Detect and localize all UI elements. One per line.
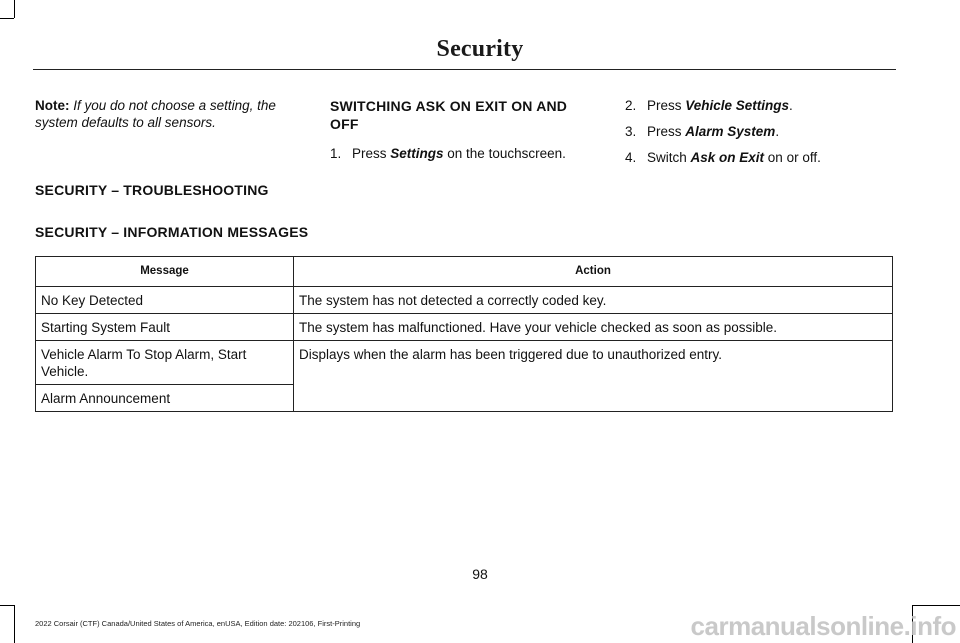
crop-mark-top-left-v [14,0,15,18]
step-number: 2. [625,98,637,113]
table-row [36,287,893,314]
step-text [647,97,793,114]
step-emphasis: Settings [390,146,444,161]
action-cell: The system has not detected a correctly coded key. [294,287,893,314]
page-number: 98 [472,566,488,582]
action-cell: The system has malfunctioned. Have your vehicle checked as soon as possible. [294,314,893,341]
step-text-pre: Press [647,124,686,139]
step-number: 4. [625,150,637,165]
information-messages-table [35,256,893,412]
step-text-pre: Switch [647,150,691,165]
crop-mark-bottom-left-h [0,605,14,606]
step-text [647,123,779,140]
watermark: carmanualsonline.info [690,611,956,641]
step-4 [625,149,895,166]
step-text-post: . [775,124,780,139]
table-header-row [36,257,893,287]
message-cell: Vehicle Alarm To Stop Alarm, Start Vehicle. [36,341,294,385]
step-emphasis: Ask on Exit [690,150,765,165]
step-emphasis: Vehicle Settings [685,98,790,113]
step-text [647,149,821,166]
column-header-message: Message [36,257,294,287]
information-messages-heading: SECURITY – INFORMATION MESSAGES [35,224,309,240]
step-text-post: on the touchscreen. [443,146,566,161]
note-label: Note: [35,98,70,113]
step-1 [330,145,585,162]
table-row [36,314,893,341]
table-row [36,341,893,385]
column-note [35,97,290,131]
column-switching [330,97,585,171]
step-2 [625,97,895,114]
action-cell: Displays when the alarm has been triggered due to unauthorized entry. [294,341,893,412]
message-cell: No Key Detected [36,287,294,314]
header-divider [33,69,896,70]
message-cell: Starting System Fault [36,314,294,341]
crop-mark-bottom-left-v [14,605,15,643]
step-text-post: . [789,98,793,113]
footer-edition-text: 2022 Corsair (CTF) Canada/United States of America, enUSA, Edition date: 202106, First-Printing [35,619,361,628]
step-text-post: on or off. [764,150,821,165]
step-number: 3. [625,124,637,139]
column-steps [625,97,895,175]
step-emphasis: Alarm System [685,124,776,139]
step-text-pre: Press [647,98,686,113]
crop-mark-top-left-h [0,18,14,19]
page-title: Security [436,36,524,62]
column-header-action: Action [294,257,893,287]
message-cell: Alarm Announcement [36,385,294,412]
note-paragraph [35,97,290,131]
step-number: 1. [330,146,342,161]
troubleshooting-heading: SECURITY – TROUBLESHOOTING [35,182,269,198]
note-text: If you do not choose a setting, the system defaults to all sensors. [35,98,276,130]
step-text-pre: Press [352,146,391,161]
step-text [352,145,566,162]
crop-mark-bottom-right-h [912,605,960,606]
step-3 [625,123,895,140]
switching-heading: SWITCHING ASK ON EXIT ON AND OFF [330,98,568,132]
